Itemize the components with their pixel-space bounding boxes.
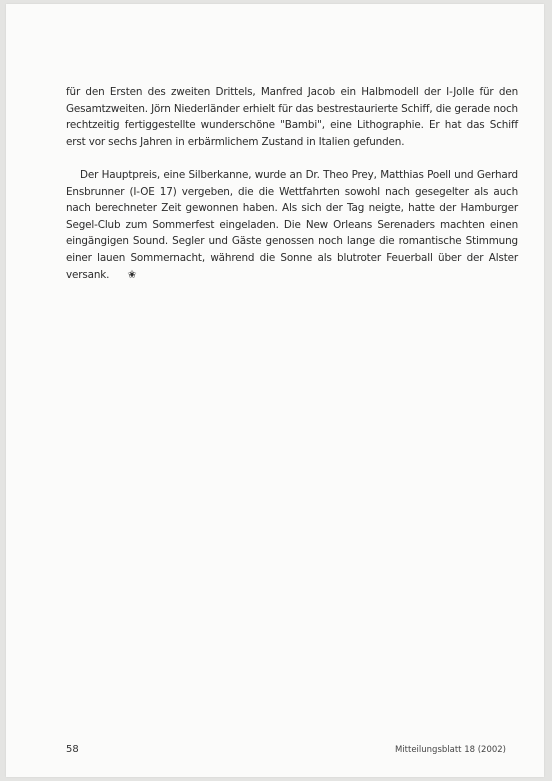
- article-body: [66, 84, 518, 283]
- paragraph-1: für den Ersten des zweiten Drittels, Manfred Jacob ein Halbmodell der I-Jolle für den Gesamtzweiten. Jörn Niederländer erhielt für das bestrestaurierte Schiff, die gerade noch rechtzeitig fertiggestellte wunderschöne "Bambi", eine Lithographie. Er hat das Schiff erst vor sechs Jahren in erbärmlichem Zustand in Italien gefunden.: [66, 86, 518, 148]
- document-page: [6, 4, 544, 777]
- paragraph-2-text: Der Hauptpreis, eine Silberkanne, wurde an Dr. Theo Prey, Matthias Poell und Gerhard Ensbrunner (I-OE 17) vergeben, die die Wettfahrten sowohl nach gesegelter als auch nach berechneter Zeit gewonnen haben. Als sich der Tag neigte, hatte der Hamburger Segel-Club zum Sommerfest eingeladen. Die New Orleans Serenaders machten einen eingängigen Sound. Segler und Gäste genossen noch lange die romantische Stimmung einer lauen Sommernacht, während die Sonne als blutroter Feuerball über der Alster versank.: [66, 168, 518, 281]
- paragraph-2: [66, 167, 518, 283]
- end-of-article-star-icon: ✬: [127, 267, 137, 281]
- page-number: 58: [66, 744, 79, 755]
- publication-footer: Mitteilungsblatt 18 (2002): [394, 745, 506, 755]
